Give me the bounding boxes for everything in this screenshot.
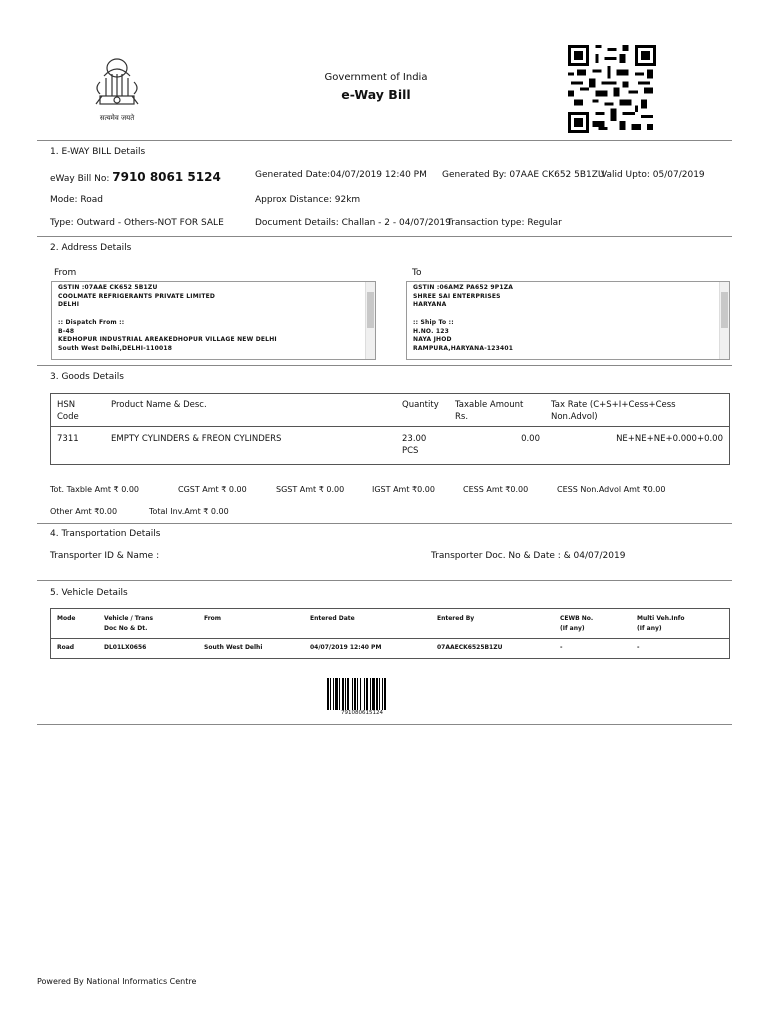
total-inv-amt: Total Inv.Amt ₹ 0.00 [149, 507, 229, 516]
barcode-bar [384, 678, 386, 710]
barcode-bar [345, 678, 346, 710]
cess: CESS Amt ₹0.00 [463, 485, 529, 494]
row-unit: PCS [402, 446, 419, 456]
col-cewb-2: (If any) [560, 625, 585, 632]
divider [37, 365, 732, 366]
row-hsn: 7311 [57, 434, 79, 444]
document-details: Document Details: Challan - 2 - 04/07/2019 [255, 218, 451, 228]
row-entered-date: 04/07/2019 12:40 PM [310, 644, 382, 651]
divider [37, 523, 732, 524]
row-quantity: 23.00 [402, 434, 427, 444]
generated-date: Generated Date:04/07/2019 12:40 PM [255, 170, 427, 180]
barcode-bar [347, 678, 349, 710]
col-cewb: CEWB No. [560, 615, 594, 622]
supply-type: Type: Outward - Others-NOT FOR SALE [50, 218, 224, 228]
divider [37, 236, 732, 237]
vehicle-table [50, 608, 730, 659]
row-from: South West Delhi [204, 644, 263, 651]
barcode-bar [327, 678, 329, 710]
col-multi-2: (If any) [637, 625, 662, 632]
cgst: CGST Amt ₹ 0.00 [178, 485, 247, 494]
approx-distance: Approx Distance: 92km [255, 195, 361, 205]
barcode-bar [376, 678, 378, 710]
barcode-bar [352, 678, 353, 710]
row-cewb: - [560, 644, 563, 651]
document-title: e-Way Bill [341, 87, 411, 102]
col-hsn: HSN [57, 400, 76, 410]
barcode-bar [370, 678, 371, 710]
qr-code-icon [568, 45, 656, 133]
transporter-doc: Transporter Doc. No & Date : & 04/07/2019 [431, 551, 626, 561]
section-heading-vehicle: 5. Vehicle Details [50, 588, 128, 598]
barcode-bar [330, 678, 331, 710]
col-product: Product Name & Desc. [111, 400, 207, 410]
divider [37, 140, 732, 141]
barcode-bar [379, 678, 380, 710]
barcode-bar [372, 678, 375, 710]
national-emblem-icon [86, 54, 148, 124]
section-heading-transport: 4. Transportation Details [50, 529, 161, 539]
footer-powered-by: Powered By National Informatics Centre [37, 977, 197, 986]
barcode-bar [333, 678, 334, 710]
to-address-textarea[interactable] [406, 281, 730, 360]
col-entered-by: Entered By [437, 615, 475, 622]
barcode-bar [366, 678, 368, 710]
barcode-number: 791080615124 [341, 710, 383, 716]
section-heading-goods: 3. Goods Details [50, 372, 124, 382]
generated-by: Generated By: 07AAE CK652 5B1ZU [442, 170, 605, 180]
ewb-no-label: eWay Bill No: [50, 174, 110, 184]
barcode-bar [357, 678, 358, 710]
col-taxable: Taxable Amount [455, 400, 524, 410]
to-address-text: GSTIN :06AMZ PA652 9P1ZA SHREE SAI ENTERPRISES HARYANA :: Ship To :: H.NO. 123 NAYA JHOD RAMPURA,HARYANA-123401 [413, 284, 514, 352]
tot-taxable: Tot. Taxble Amt ₹ 0.00 [50, 485, 139, 494]
row-entered-by: 07AAECK6525B1ZU [437, 644, 503, 651]
col-tax-rate: Tax Rate (C+S+I+Cess+Cess [551, 400, 676, 410]
valid-upto: Valid Upto: 05/07/2019 [601, 170, 705, 180]
col-vehicle: Vehicle / Trans [104, 615, 154, 622]
from-address-textarea[interactable] [51, 281, 376, 360]
igst: IGST Amt ₹0.00 [372, 485, 435, 494]
barcode-bar [342, 678, 344, 710]
row-tax-rate: NE+NE+NE+0.000+0.00 [616, 434, 723, 444]
section-heading-address: 2. Address Details [50, 243, 132, 253]
to-label: To [412, 268, 422, 278]
barcode-bar [382, 678, 383, 710]
from-scrollbar[interactable] [365, 282, 375, 359]
col-taxable-rs: Rs. [455, 412, 469, 422]
col-mode: Mode [57, 615, 76, 622]
col-multi: Multi Veh.Info [637, 615, 685, 622]
mode: Mode: Road [50, 195, 103, 205]
col-hsn-code: Code [57, 412, 79, 422]
ewb-no-value: 7910 8061 5124 [112, 170, 221, 184]
to-scrollbar[interactable] [719, 282, 729, 359]
from-address-text: GSTIN :07AAE CK652 5B1ZU COOLMATE REFRIGERANTS PRIVATE LIMITED DELHI :: Dispatch From :: B-48 KEDHOPUR INDUSTRIAL AREAKEDHOPUR VILLAGE NEW DELHI South West Delhi,DELHI-110018 [58, 284, 277, 352]
ewb-no-field [50, 170, 221, 184]
row-taxable: 0.00 [521, 434, 540, 444]
row-product: EMPTY CYLINDERS & FREON CYLINDERS [111, 434, 282, 444]
barcode-icon [327, 678, 397, 710]
col-tax-rate-2: Non.Advol) [551, 412, 598, 422]
goods-table [50, 393, 730, 465]
org-name: Government of India [324, 72, 428, 83]
row-vehicle: DL01LX0656 [104, 644, 147, 651]
section-heading-ewb: 1. E-WAY BILL Details [50, 147, 146, 157]
emblem-caption: सत्यमेव जयते [99, 114, 135, 122]
col-quantity: Quantity [402, 400, 439, 410]
transaction-type: Transaction type: Regular [447, 218, 562, 228]
transporter-id: Transporter ID & Name : [50, 551, 160, 561]
sgst: SGST Amt ₹ 0.00 [276, 485, 345, 494]
cess-non-advol: CESS Non.Advol Amt ₹0.00 [557, 485, 666, 494]
barcode-bar [360, 678, 361, 710]
barcode-bar [354, 678, 356, 710]
barcode-bar [339, 678, 340, 710]
col-entered-date: Entered Date [310, 615, 355, 622]
row-multi: - [637, 644, 640, 651]
divider [37, 724, 732, 725]
divider [37, 580, 732, 581]
col-vehicle-2: Doc No & Dt. [104, 625, 148, 632]
other-amt: Other Amt ₹0.00 [50, 507, 118, 516]
row-mode: Road [57, 644, 75, 651]
barcode-bar [364, 678, 365, 710]
from-label: From [54, 268, 77, 278]
col-from: From [204, 615, 222, 622]
barcode-bar [335, 678, 338, 710]
